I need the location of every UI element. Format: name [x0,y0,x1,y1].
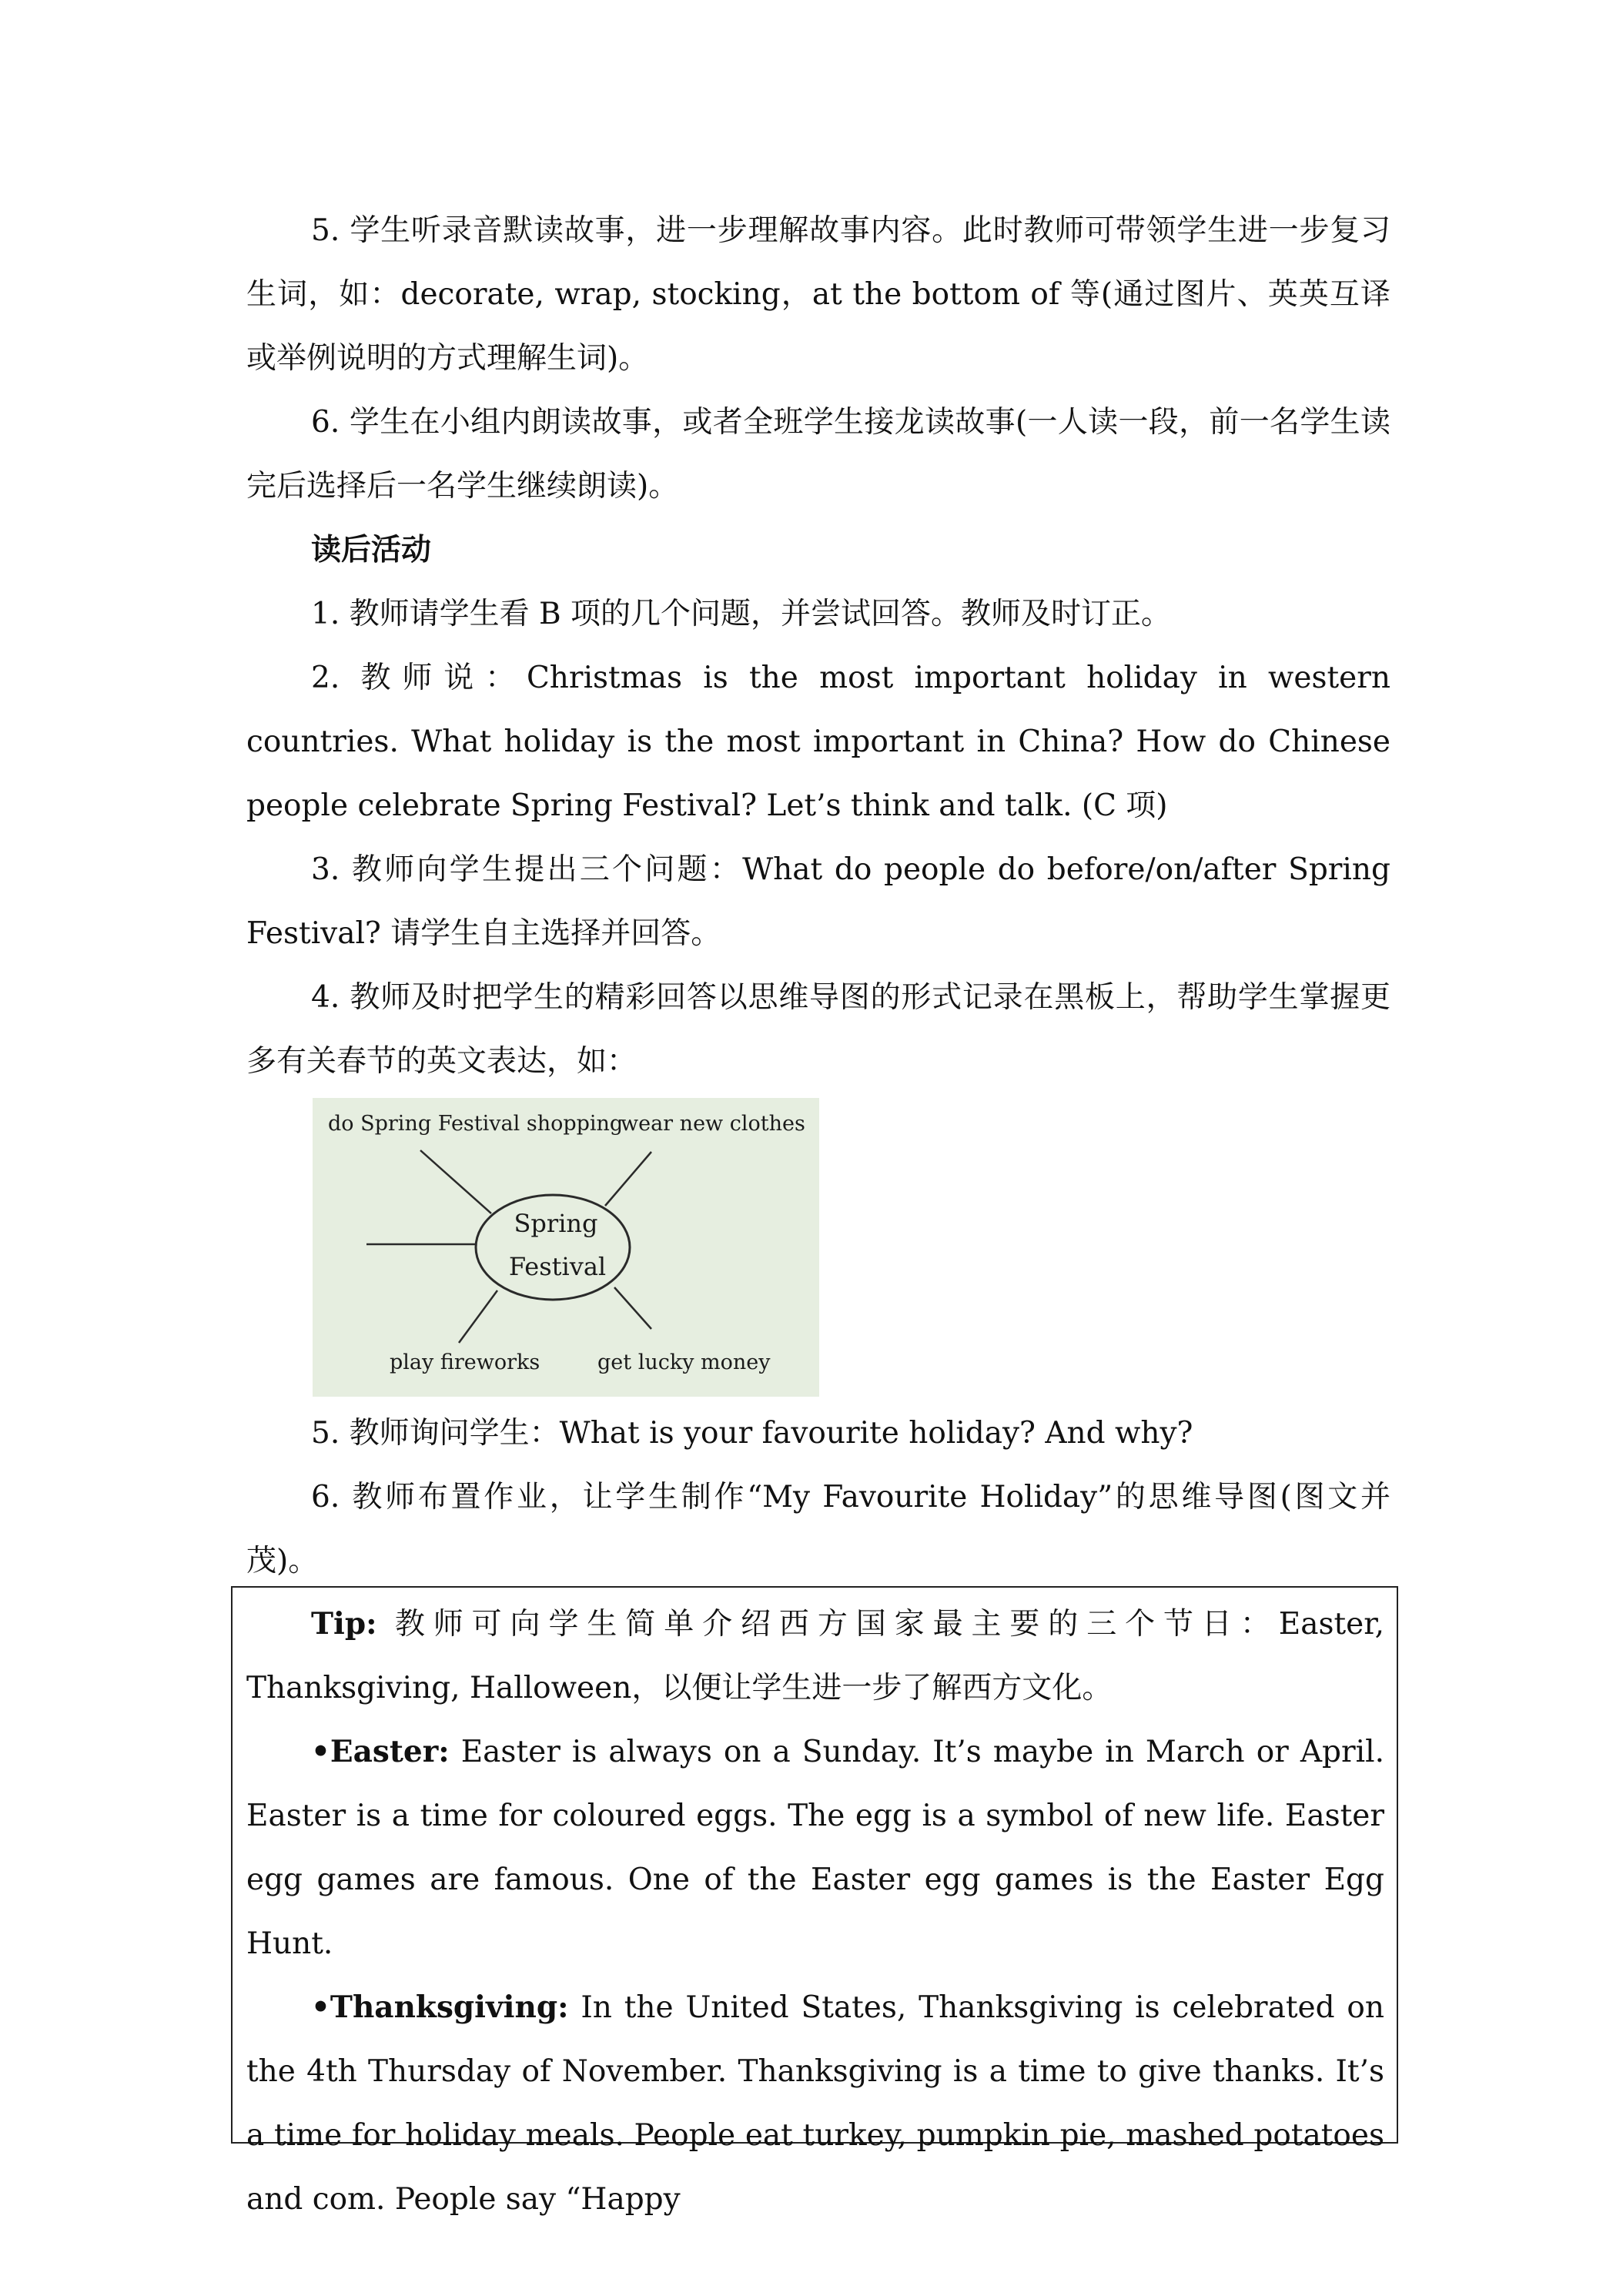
paragraph-after-map-6: 6. 教师布置作业，让学生制作“My Favourite Holiday”的思维导图(图文并茂)。 [246,1480,1390,1578]
section-heading-post-reading: 读后活动 [311,532,432,567]
document-body [246,199,1390,1593]
paragraph-post-3: 3. 教师向学生提出三个问题：What do people do before/on/after Spring Festival? 请学生自主选择并回答。 [246,852,1390,951]
paragraph-step-6: 6. 学生在小组内朗读故事，或者全班学生接龙读故事(一人读一段，前一名学生读完后选择后一名学生继续朗读)。 [246,405,1390,504]
mind-map-figure [313,1098,819,1397]
paragraph-after-map-5: 5. 教师询问学生：What is your favourite holiday? And why? [311,1416,1193,1451]
mind-map-branch-top-left: do Spring Festival shopping [328,1112,624,1136]
mind-map-branch-bottom-right: get lucky money [597,1350,771,1374]
tip-thanksgiving-label: •Thanksgiving: [311,1990,569,2025]
mind-map-center-line1: Spring [514,1209,598,1238]
tip-intro-text: 教师可向学生简单介绍西方国家最主要的三个节日：Easter, Thanksgiving, Halloween，以便让学生进一步了解西方文化。 [246,1607,1384,1705]
mind-map-branch-top-right: wear new clothes [621,1112,805,1136]
tip-intro [246,1592,1384,1720]
paragraph-post-4: 4. 教师及时把学生的精彩回答以思维导图的形式记录在黑板上，帮助学生掌握更多有关春节的英文表达，如： [246,980,1390,1079]
tip-label: Tip: [311,1606,377,1642]
mind-map-branch-bottom-left: play fireworks [390,1350,540,1374]
tip-box [231,1586,1398,2217]
tip-easter-text: Easter is always on a Sunday. It’s maybe in March or April. Easter is a time for coloured eggs. The egg is a symbol of new life. Easter egg games are famous. One of the Easter egg games is the Easter Egg Hunt. [246,1735,1384,1961]
tip-easter [246,1720,1384,1976]
tip-thanksgiving-text: In the United States, Thanksgiving is celebrated on the 4th Thursday of November. Thanksgiving is a time to give thanks. It’s a time for holiday meals. People eat turkey, pumpkin pie, mashed potatoes and com. People say “Happy [246,1990,1384,2217]
paragraph-post-1: 1. 教师请学生看 B 项的几个问题，并尝试回答。教师及时订正。 [311,597,1172,631]
tip-thanksgiving [246,1976,1384,2231]
tip-easter-label: •Easter: [311,1734,450,1769]
mind-map-center-line2: Festival [508,1252,607,1281]
paragraph-post-2: 2. 教师说：Christmas is the most important holiday in western countries. What holiday is the most important in China? How do Chinese people celebrate Spring Festival? Let’s think and talk. (C 项) [246,661,1390,823]
paragraph-step-5: 5. 学生听录音默读故事，进一步理解故事内容。此时教师可带领学生进一步复习生词，如：decorate, wrap, stocking，at the bottom of 等(通过图片、英英互译或举例说明的方式理解生词)。 [246,213,1390,376]
mind-map-svg [313,1098,819,1397]
